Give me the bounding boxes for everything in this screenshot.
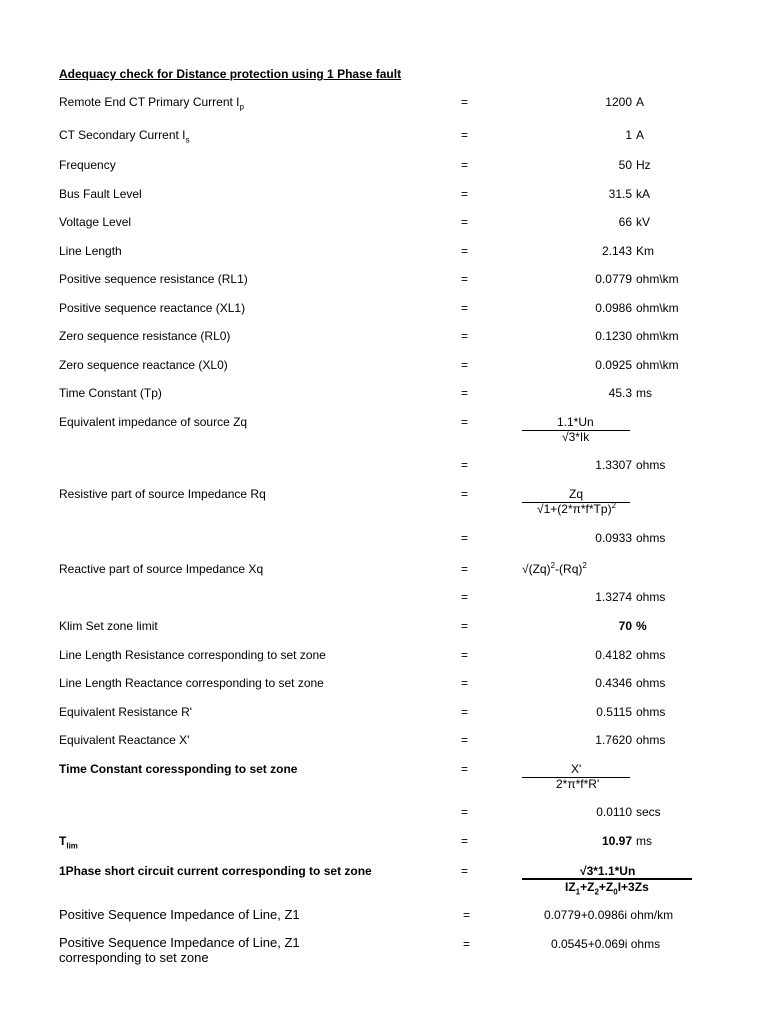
rows-unit-6: ohm\km xyxy=(636,272,679,286)
rows-label-3: Bus Fault Level xyxy=(59,187,142,201)
equals-sign: = xyxy=(461,648,469,662)
page-heading: Adequacy check for Distance protection using 1 Phase fault xyxy=(59,67,402,81)
rows-unit-5: Km xyxy=(636,244,654,258)
zq-value: 1.3307 xyxy=(595,458,632,472)
equals-sign: = xyxy=(461,562,469,576)
zq-unit: ohms xyxy=(636,458,666,472)
zq-formula-numerator: 1.1*Un xyxy=(557,415,594,429)
equals-sign: = xyxy=(461,415,469,429)
xq-formula: $√(Zq)^2-(Rq)^2$ xyxy=(522,561,587,576)
rows-value-2: 50 xyxy=(618,158,632,172)
rows2-label-3: Equivalent Resistance R' xyxy=(59,705,193,719)
equals-sign: = xyxy=(461,95,469,109)
equals-sign: = xyxy=(461,458,469,472)
xq-unit: ohms xyxy=(636,590,666,604)
rows-value-5: 2.143 xyxy=(601,244,632,258)
equals-sign: = xyxy=(461,676,469,690)
rows2-value-2: 0.4346 xyxy=(595,676,632,690)
sc-formula-numerator: √3*1.1*Un xyxy=(580,864,636,878)
rows2-unit-1: ohms xyxy=(636,648,666,662)
rows-label-8: Zero sequence resistance (RL0) xyxy=(59,329,231,343)
equals-sign: = xyxy=(461,705,469,719)
rows-value-6: 0.0779 xyxy=(595,272,632,286)
sc-formula-denominator: $IZ_1+Z_2+Z_0I+3Zs$ xyxy=(565,880,649,897)
rows-unit-2: Hz xyxy=(636,158,651,172)
rows-value-10: 45.3 xyxy=(608,386,632,400)
rows2-unit-0: % xyxy=(636,619,647,633)
equals-sign: = xyxy=(461,272,469,286)
rows2-value-4: 1.7620 xyxy=(595,733,632,747)
equals-sign: = xyxy=(461,590,469,604)
equals-sign: = xyxy=(461,301,469,315)
rows-label-6: Positive sequence resistance (RL1) xyxy=(59,272,248,286)
zq-label: Equivalent impedance of source Zq xyxy=(59,415,248,429)
equals-sign: = xyxy=(461,762,469,776)
rows-unit-0: A xyxy=(636,95,645,109)
rows-label-2: Frequency xyxy=(59,158,116,172)
rows-value-3: 31.5 xyxy=(608,187,632,201)
equals-sign: = xyxy=(461,329,469,343)
rows2-value-0: 70 xyxy=(618,619,632,633)
rows-label-4: Voltage Level xyxy=(59,215,132,229)
rows-unit-4: kV xyxy=(636,215,651,229)
equals-sign: = xyxy=(461,215,469,229)
rows2-label-0: Klim Set zone limit xyxy=(59,619,158,633)
equals-sign: = xyxy=(461,531,469,545)
tc-label: Time Constant coressponding to set zone xyxy=(59,762,298,776)
xq-label: Reactive part of source Impedance Xq xyxy=(59,562,264,576)
equals-sign: = xyxy=(461,834,469,848)
equals-sign: = xyxy=(461,244,469,258)
rq-unit: ohms xyxy=(636,531,666,545)
rows-unit-8: ohm\km xyxy=(636,329,679,343)
rows-value-1: 1 xyxy=(625,128,632,142)
rows-unit-3: kA xyxy=(636,187,651,201)
equals-sign: = xyxy=(463,937,471,951)
z1set-value: 0.0545+0.069i ohms xyxy=(551,937,661,951)
rows-label-10: Time Constant (Tp) xyxy=(59,386,162,400)
rows-label-7: Positive sequence reactance (XL1) xyxy=(59,301,246,315)
equals-sign: = xyxy=(461,864,469,878)
equals-sign: = xyxy=(461,128,469,142)
equals-sign: = xyxy=(463,908,471,922)
z1set-label-line1: Positive Sequence Impedance of Line, Z1 xyxy=(59,935,300,950)
tlim-label: $T_{lim}$ xyxy=(59,834,78,851)
equals-sign: = xyxy=(461,358,469,372)
rows2-label-2: Line Length Reactance corresponding to set zone xyxy=(59,676,324,690)
z1set-label-line2: corresponding to set zone xyxy=(59,950,209,965)
rows-value-7: 0.0986 xyxy=(595,301,632,315)
rows-label-0: Remote End CT Primary Current $I_p$ xyxy=(59,95,244,112)
rows-label-5: Line Length xyxy=(59,244,122,258)
equals-sign: = xyxy=(461,805,469,819)
rows-unit-10: ms xyxy=(636,386,652,400)
tc-value: 0.0110 xyxy=(596,805,632,819)
rq-label: Resistive part of source Impedance Rq xyxy=(59,487,266,501)
tlim-value: 10.97 xyxy=(601,834,632,848)
equals-sign: = xyxy=(461,386,469,400)
rows-label-1: CT Secondary Current $I_s$ xyxy=(59,128,190,145)
tc-unit: secs xyxy=(636,805,661,819)
rows2-label-1: Line Length Resistance corresponding to set zone xyxy=(59,648,326,662)
rq-formula-numerator: Zq xyxy=(569,487,584,501)
sc-label: 1Phase short circuit current corresponding to set zone xyxy=(59,864,372,878)
rows-value-4: 66 xyxy=(618,215,632,229)
rows2-label-4: Equivalent Reactance X' xyxy=(59,733,190,747)
equals-sign: = xyxy=(461,733,469,747)
tc-formula-denominator: 2*π*f*R' xyxy=(556,777,600,791)
rows-value-8: 0.1230 xyxy=(595,329,632,343)
rows-unit-9: ohm\km xyxy=(636,358,679,372)
equals-sign: = xyxy=(461,487,469,501)
rows-value-0: 1200 xyxy=(605,95,632,109)
z1-value: 0.0779+0.0986i ohm/km xyxy=(544,908,674,922)
tlim-unit: ms xyxy=(636,834,652,848)
rows2-unit-4: ohms xyxy=(636,733,666,747)
rq-value: 0.0933 xyxy=(595,531,632,545)
zq-formula-denominator: √3*Ik xyxy=(562,430,590,444)
rows2-value-1: 0.4182 xyxy=(595,648,632,662)
rows-unit-7: ohm\km xyxy=(636,301,679,315)
rq-formula-denominator: $√1+(2*\pi*f*Tp)^2$ xyxy=(537,501,617,516)
rows2-unit-3: ohms xyxy=(636,705,666,719)
rows2-unit-2: ohms xyxy=(636,676,666,690)
rows-label-9: Zero sequence reactance (XL0) xyxy=(59,358,228,372)
rows2-value-3: 0.5115 xyxy=(596,705,632,719)
z1-label: Positive Sequence Impedance of Line, Z1 xyxy=(59,907,300,922)
rows-value-9: 0.0925 xyxy=(595,358,632,372)
equals-sign: = xyxy=(461,619,469,633)
xq-value: 1.3274 xyxy=(595,590,632,604)
equals-sign: = xyxy=(461,187,469,201)
tc-formula-numerator: X' xyxy=(571,762,582,776)
equals-sign: = xyxy=(461,158,469,172)
rows-unit-1: A xyxy=(636,128,645,142)
